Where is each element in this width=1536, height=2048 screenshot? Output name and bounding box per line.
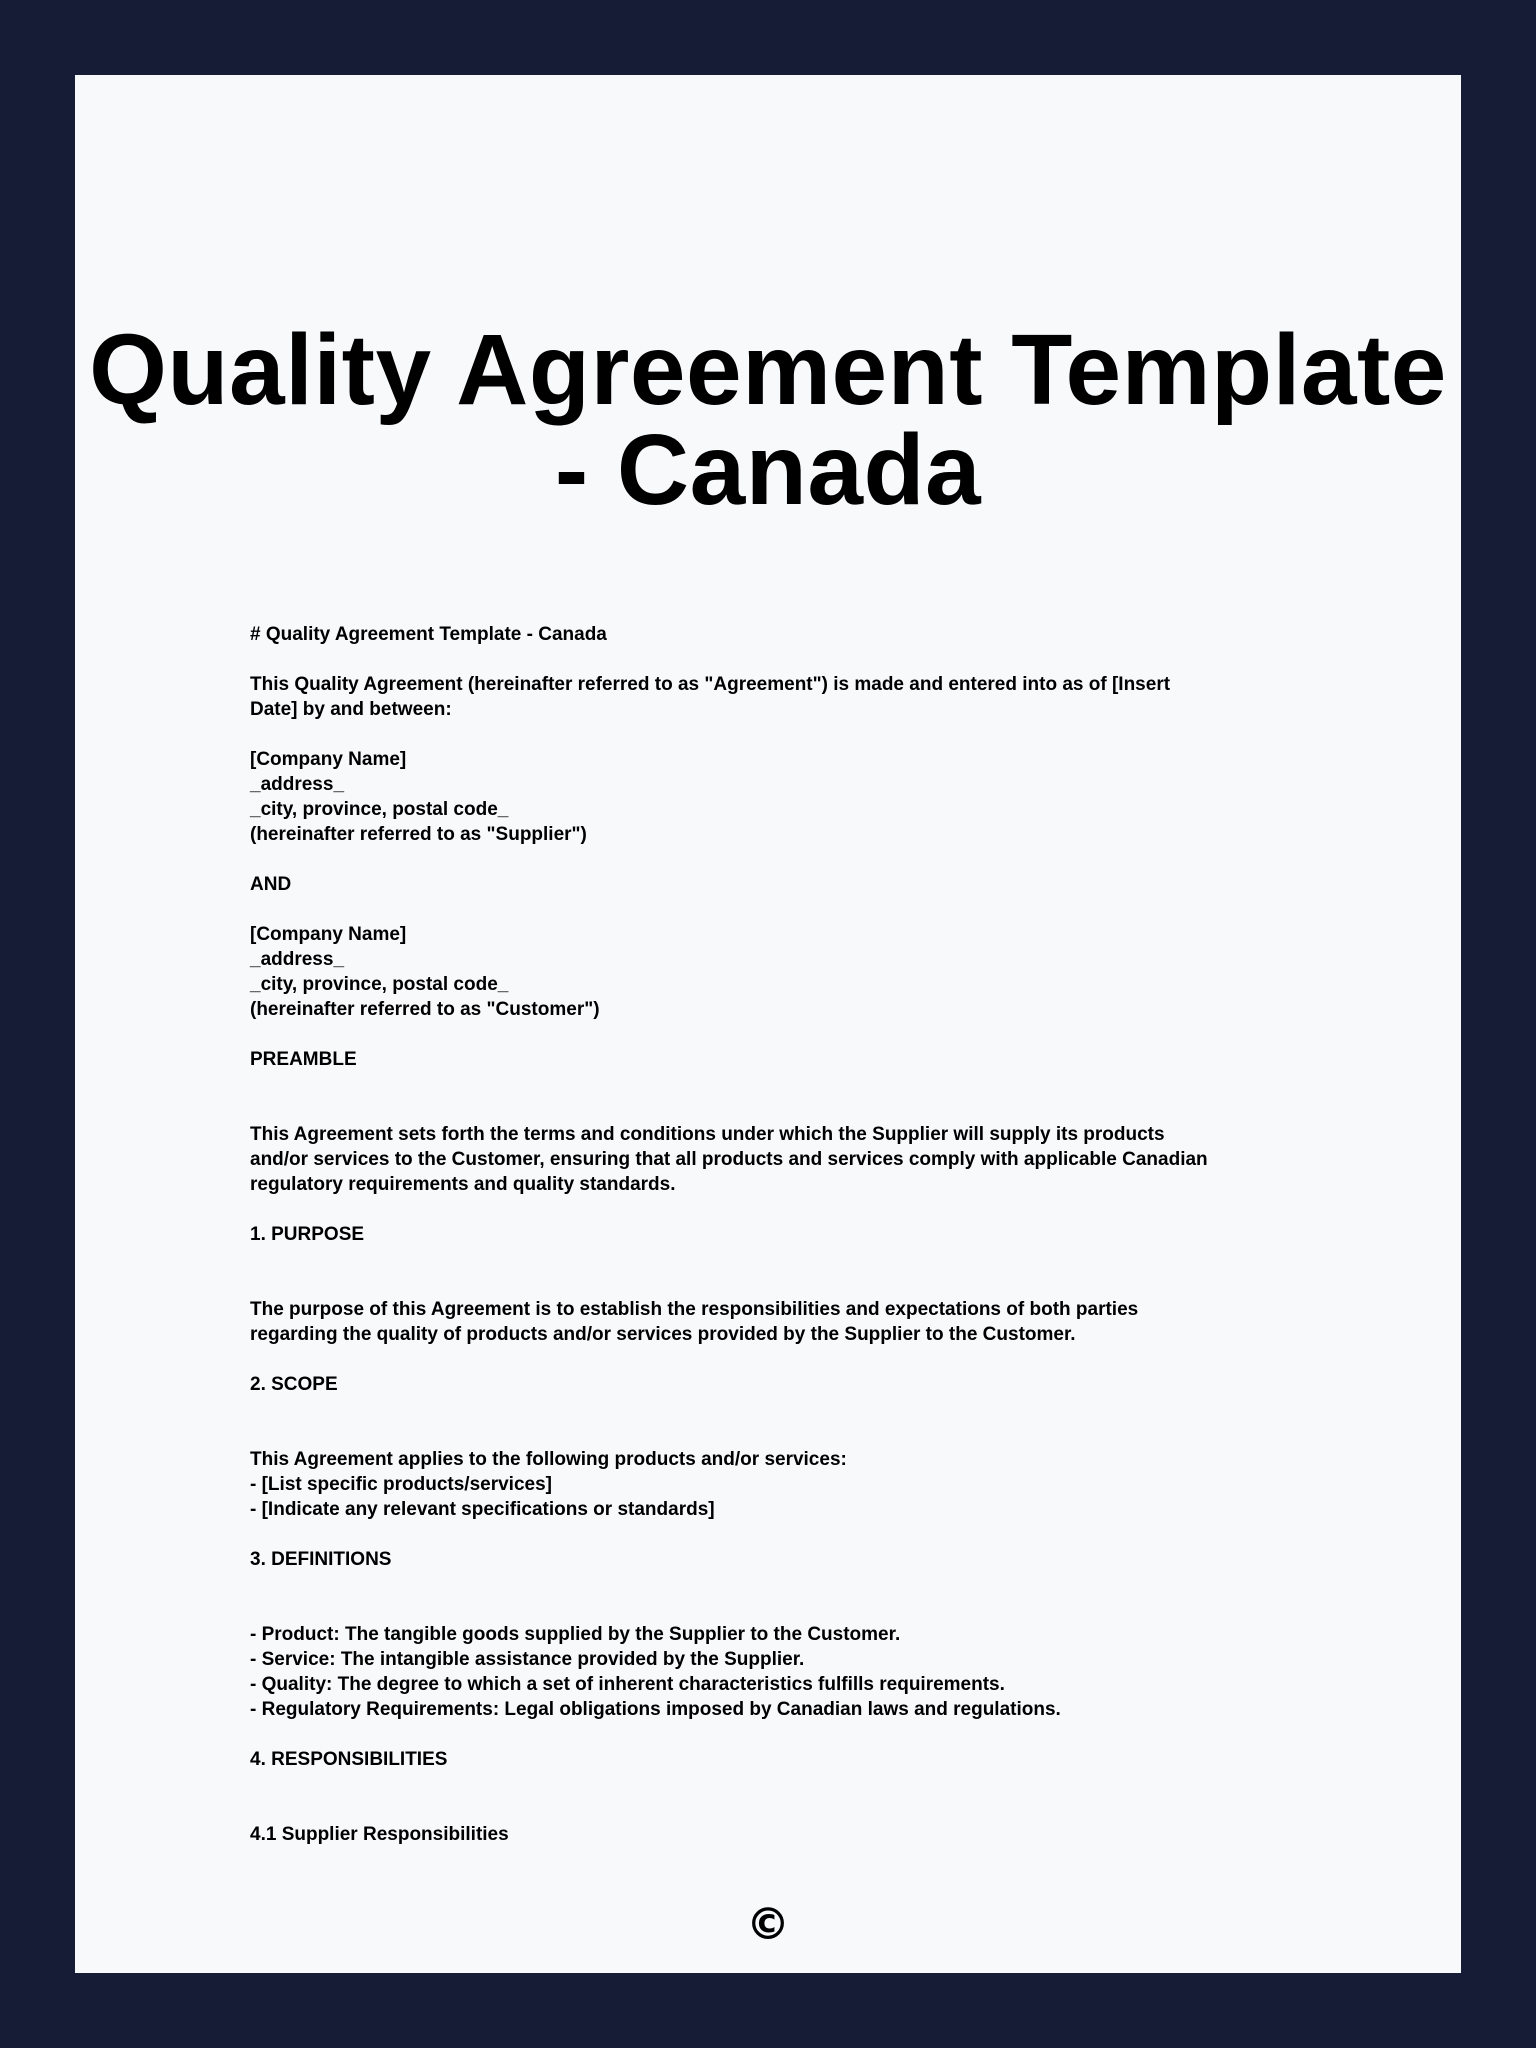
- supplier-ref: (hereinafter referred to as "Supplier"): [250, 824, 587, 845]
- intro-line-1: This Quality Agreement (hereinafter referred to as "Agreement") is made and entered into as of [Insert: [250, 674, 1171, 695]
- definition-service: - Service: The intangible assistance provided by the Supplier.: [250, 1649, 805, 1670]
- preamble-line-2: and/or services to the Customer, ensuring that all products and services comply with applicable Canadian: [250, 1149, 1208, 1170]
- purpose-line-2: regarding the quality of products and/or services provided by the Supplier to the Customer.: [250, 1324, 1076, 1345]
- markdown-heading: # Quality Agreement Template - Canada: [250, 624, 607, 645]
- copyright-icon: ©: [746, 1899, 790, 1950]
- definition-regulatory: - Regulatory Requirements: Legal obligations imposed by Canadian laws and regulations.: [250, 1699, 1061, 1720]
- purpose-heading: 1. PURPOSE: [250, 1224, 365, 1245]
- document-title: [75, 314, 1461, 526]
- title-line-1: Quality Agreement Template: [89, 314, 1447, 426]
- document-body: [250, 622, 1310, 1847]
- scope-line-2: - [List specific products/services]: [250, 1474, 552, 1495]
- preamble-line-1: This Agreement sets forth the terms and conditions under which the Supplier will supply its products: [250, 1124, 1165, 1145]
- customer-name: [Company Name]: [250, 924, 407, 945]
- supplier-city: _city, province, postal code_: [250, 799, 509, 820]
- intro-line-2: Date] by and between:: [250, 699, 452, 720]
- definition-quality: - Quality: The degree to which a set of inherent characteristics fulfills requirements.: [250, 1674, 1005, 1695]
- customer-city: _city, province, postal code_: [250, 974, 509, 995]
- document-page: [75, 75, 1461, 1973]
- definitions-heading: 3. DEFINITIONS: [250, 1549, 392, 1570]
- scope-line-1: This Agreement applies to the following products and/or services:: [250, 1449, 847, 1470]
- customer-ref: (hereinafter referred to as "Customer"): [250, 999, 600, 1020]
- purpose-line-1: The purpose of this Agreement is to establish the responsibilities and expectations of both parties: [250, 1299, 1139, 1320]
- and-label: AND: [250, 874, 292, 895]
- supplier-name: [Company Name]: [250, 749, 407, 770]
- responsibilities-heading: 4. RESPONSIBILITIES: [250, 1749, 448, 1770]
- supplier-responsibilities-heading: 4.1 Supplier Responsibilities: [250, 1824, 509, 1845]
- scope-line-3: - [Indicate any relevant specifications or standards]: [250, 1499, 715, 1520]
- title-line-2: - Canada: [554, 414, 982, 526]
- preamble-heading: PREAMBLE: [250, 1049, 357, 1070]
- scope-heading: 2. SCOPE: [250, 1374, 338, 1395]
- preamble-line-3: regulatory requirements and quality standards.: [250, 1174, 676, 1195]
- supplier-address: _address_: [250, 774, 345, 795]
- customer-address: _address_: [250, 949, 345, 970]
- definition-product: - Product: The tangible goods supplied by the Supplier to the Customer.: [250, 1624, 901, 1645]
